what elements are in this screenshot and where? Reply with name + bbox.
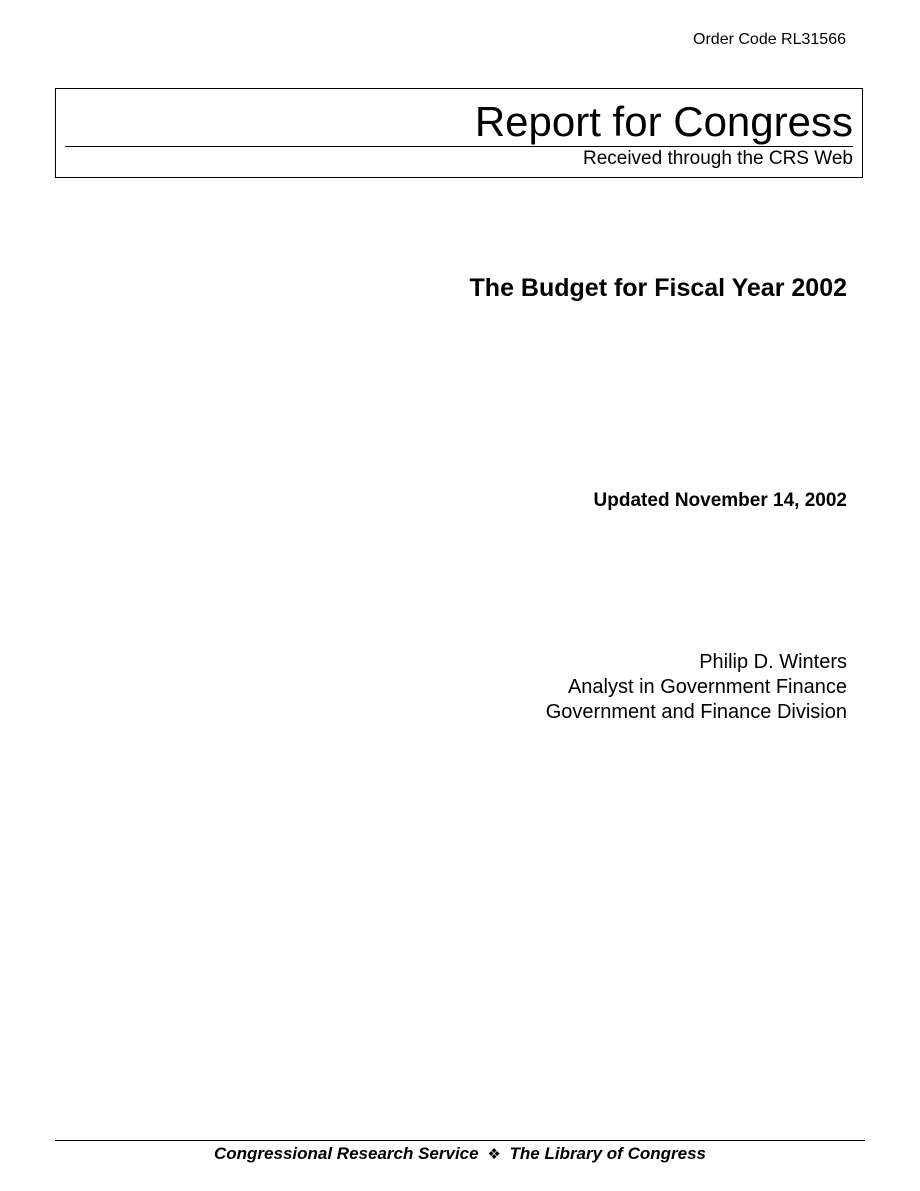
banner-divider (65, 146, 853, 147)
author-position: Analyst in Government Finance (567, 676, 847, 698)
author-name: Philip D. Winters (699, 651, 847, 673)
document-title: The Budget for Fiscal Year 2002 (469, 274, 847, 302)
report-title: Report for Congress (474, 98, 853, 145)
footer-crs: Congressional Research Service (214, 1144, 479, 1163)
author-division: Government and Finance Division (545, 701, 847, 723)
author-block (546, 650, 847, 725)
report-subtitle: Received through the CRS Web (582, 148, 853, 169)
footer-library: The Library of Congress (509, 1144, 706, 1163)
order-code: Order Code RL31566 (693, 31, 846, 48)
diamond-ornament-icon: ❖ (487, 1146, 501, 1163)
footer-divider (55, 1140, 865, 1141)
updated-date: Updated November 14, 2002 (593, 490, 847, 511)
report-banner (55, 88, 863, 178)
footer (55, 1143, 865, 1166)
